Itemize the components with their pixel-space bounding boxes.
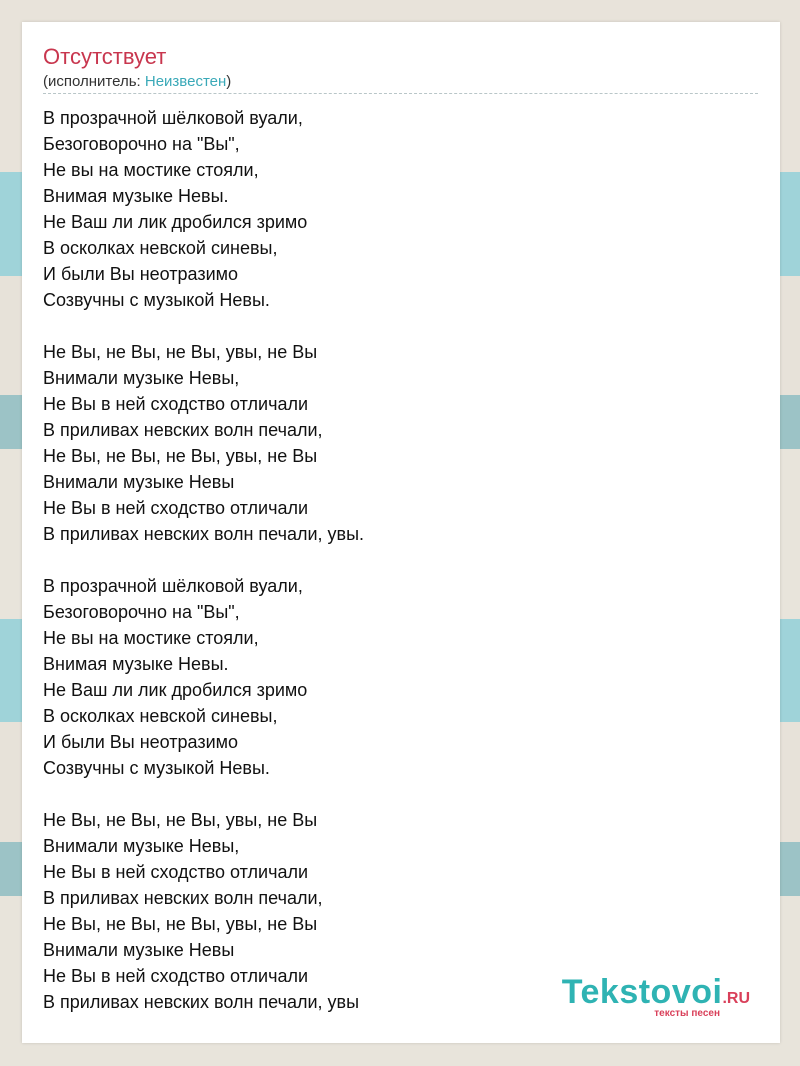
lyric-line: Не Ваш ли лик дробился зримо — [43, 680, 308, 700]
song-title: Отсутствует — [43, 44, 167, 69]
lyric-line: Внимали музыке Невы, — [43, 368, 240, 388]
lyric-line: В приливах невских волн печали, — [43, 420, 323, 440]
lyric-line: Внимали музыке Невы — [43, 940, 235, 960]
artist-prefix: (исполнитель: — [43, 73, 145, 90]
lyric-line: Не вы на мостике стояли, — [43, 160, 259, 180]
lyric-line: Не Вы, не Вы, не Вы, увы, не Вы — [43, 914, 318, 934]
lyric-line: В приливах невских волн печали, увы. — [43, 524, 365, 544]
lyric-line: Не Вы в ней сходство отличали — [43, 862, 309, 882]
lyric-blank-line — [43, 547, 364, 573]
lyric-line: Не вы на мостике стояли, — [43, 628, 259, 648]
lyric-line: Безоговорочно на "Вы", — [43, 134, 240, 154]
artist-link[interactable]: Неизвестен — [144, 73, 227, 90]
lyric-line: Созвучны с музыкой Невы. — [43, 758, 270, 778]
lyric-line: Созвучны с музыкой Невы. — [43, 290, 270, 310]
lyric-line: Внимая музыке Невы. — [43, 186, 229, 206]
lyric-line: В прозрачной шёлковой вуали, — [43, 576, 303, 596]
lyric-line: Не Вы, не Вы, не Вы, увы, не Вы — [43, 342, 318, 362]
lyric-blank-line — [43, 781, 364, 807]
title-divider — [43, 93, 758, 94]
lyric-line: Не Вы в ней сходство отличали — [43, 394, 309, 414]
lyric-line: Внимали музыке Невы, — [43, 836, 240, 856]
logo-main-text: Tekstovoi — [561, 973, 723, 1011]
lyric-line: В осколках невской синевы, — [43, 238, 278, 258]
lyric-line: Не Ваш ли лик дробился зримо — [43, 212, 308, 232]
lyric-line: Не Вы, не Вы, не Вы, увы, не Вы — [43, 810, 318, 830]
lyric-line: Не Вы, не Вы, не Вы, увы, не Вы — [43, 446, 318, 466]
lyric-line: В приливах невских волн печали, увы — [43, 992, 360, 1012]
lyric-line: В осколках невской синевы, — [43, 706, 278, 726]
lyric-line: В приливах невских волн печали, — [43, 888, 323, 908]
lyric-line: Внимая музыке Невы. — [43, 654, 229, 674]
logo-tld-text: .RU — [722, 990, 750, 1007]
artist-suffix: ) — [226, 73, 232, 90]
lyric-line: И были Вы неотразимо — [43, 264, 239, 284]
lyrics-card — [22, 22, 780, 1043]
logo-tagline: тексты песен — [654, 1008, 720, 1019]
lyric-blank-line — [43, 313, 364, 339]
lyric-line: Не Вы в ней сходство отличали — [43, 966, 309, 986]
artist-line — [43, 73, 231, 90]
lyric-line: Безоговорочно на "Вы", — [43, 602, 240, 622]
lyric-line: В прозрачной шёлковой вуали, — [43, 108, 303, 128]
lyric-line: Не Вы в ней сходство отличали — [43, 498, 309, 518]
site-logo[interactable] — [562, 973, 750, 1019]
lyric-line: И были Вы неотразимо — [43, 732, 239, 752]
lyrics-text — [43, 105, 364, 1015]
lyric-line: Внимали музыке Невы — [43, 472, 235, 492]
